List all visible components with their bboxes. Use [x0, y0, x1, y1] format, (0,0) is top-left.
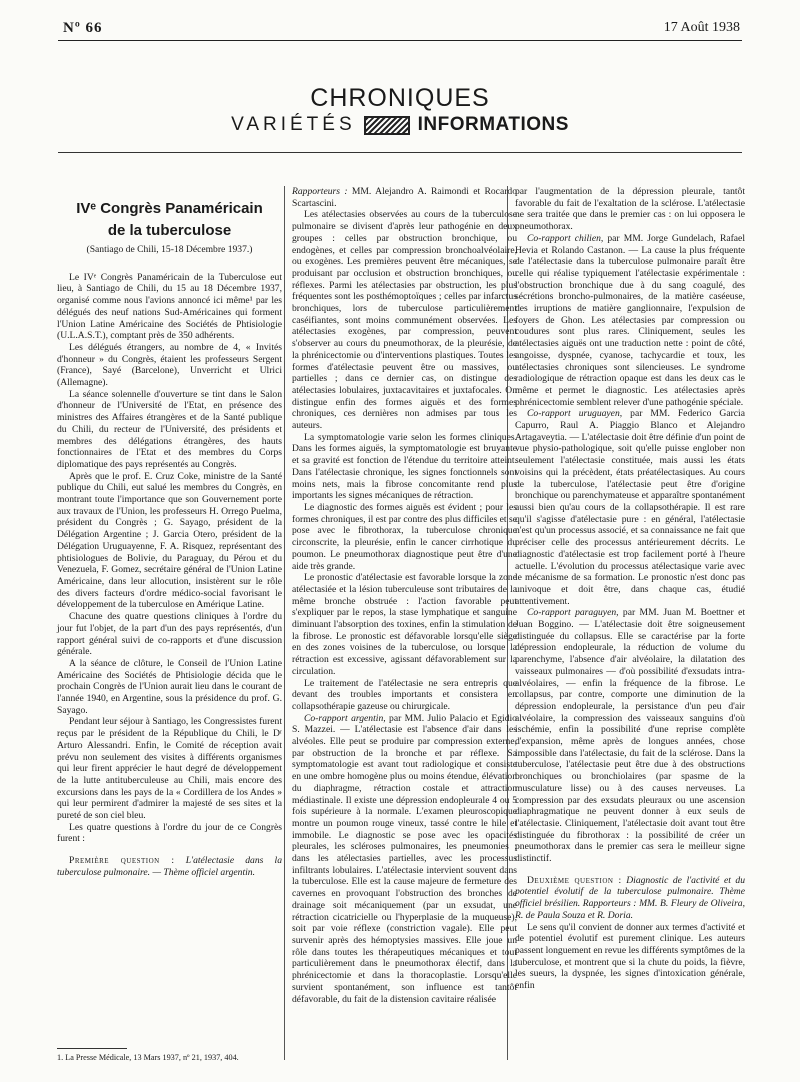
rapporteurs-label: Rapporteurs :: [292, 186, 348, 197]
paragraph: La séance solennelle d'ouverture se tint dans le Salon d'honneur de l'Université de l'Etat, en présence des ministres des Affaires étrangères et de la Santé publique du Chili, du recteur de l'Université, des présidents et membres des délégations étrangères, des hauts fonctionnaires de l'Etat et des membres du Corps diplomatique des pays représentés au Congrès.: [57, 388, 282, 470]
rapporteurs-names: MM. Alejandro A. Raimondi et Rocardo Scartascini.: [292, 186, 517, 209]
co-rapport-text: par MM. Federico Garcia Capurro, Raul A. Piaggio Blanco et Alejandro Artagaveytia. — L'atélectasie doit être définie d'un point de vue physio-pathologique, soit qu'elle puisse englober non seulement l'atélectasie constituée, mais aussi les états voisins qui la précèdent, états préatélectasiques. Au cours de la tuberculose, l'atélectasie peut être d'origine bronchique ou parenchymateuse et apparaître spontanément aussi bien qu'au cours de la collapsothérapie. Il est rare qu'il s'agisse d'atélectasie pure : en général, l'atélectasie n'est qu'un processus associé, et sa connaissance ne fait que préciser celle des processus antérieurement décrits. Le diagnostic d'atélectasie est trop facilement porté à l'heure actuelle. L'évolution du processus atélectasique varie avec le mécanisme de sa formation. Le pronostic n'est donc pas univoque et doit être, dans chaque cas, étudié attentivement.: [515, 408, 745, 607]
paragraph: Pendant leur séjour à Santiago, les Congressistes furent reçus par le président de la République du Chili, le Dʳ Arturo Alessandri. Enfin, le Comité de réception avait prévu non seulement des visites à différents organismes qui leur firent apprécier le haut degré de développement de la lutte antituberculeuse au Chili, mais encore des excursions dans les pays de la « Cordillera de los Andes » qui leur permirent d'admirer la majesté de ses sites et la pureté de son ciel bleu.: [57, 716, 282, 822]
co-rapport-label: Co-rapport argentin,: [304, 712, 386, 724]
co-rapport-label: Co-rapport chilien,: [527, 232, 604, 244]
co-rapport-text: par MM. Jorge Gundelach, Rafael Hevia et Rolando Castanon. — La cause la plus fréquente de l'atélectasie dans la tuberculose pulmonaire paraît être celle qui réalise typiquement l'atélectasie expérimentale : l'obstruction bronchique due à du sang coagulé, des sécrétions broncho-pulmonaires, de la matière caséeuse, des irruptions de matière ganglionnaire, l'expulsion de foyers de Ghon. Les atélectasies par compression ou coudures sont plus rares. Cliniquement, seules les atélectasies aiguës ont une traduction nette : point de côté, angoisse, dyspnée, cyanose, tachycardie et toux, les atélectasies chroniques sont silencieuses. Le syndrome radiologique de rétraction opaque est dans les deux cas le même et permet le diagnostic. Les atélectasies après phrénicectomie semblent relever d'une pathogénie spéciale.: [515, 232, 745, 408]
article-subheading: (Santiago de Chili, 15-18 Décembre 1937.): [86, 244, 253, 255]
masthead-rule: [58, 152, 742, 153]
co-rapport-label: Co-rapport uruguayen,: [527, 408, 623, 420]
co-rapport: [292, 713, 517, 1006]
column-2: [292, 186, 517, 1005]
issue-number: Nº 66: [63, 20, 103, 36]
paragraph: par l'augmentation de la dépression pleurale, tantôt favorable du fait de l'exaltation de la sclérose. L'atélectasie ne sera traitée que dans le premier cas : on lui opposera le pneumothorax.: [515, 186, 745, 233]
footnote-rule: [57, 1048, 127, 1049]
question-2: [515, 875, 745, 922]
paragraph: Les délégués étrangers, au nombre de 4, « Invités d'honneur » du Congrès, étaient les professeurs Sergent (France), Sayé (Barcelone), Unverricht et Ulrici (Allemagne).: [57, 341, 282, 389]
issue-date: 17 Août 1938: [663, 20, 740, 35]
column-divider: [284, 186, 285, 1060]
question-label: Deuxième question :: [527, 874, 622, 886]
paragraph: La symptomatologie varie selon les formes cliniques. Dans les formes aiguës, la symptomatologie est bruyante et sa gravité est fonction de l'étendue du territoire atteint. Dans l'atélectasie chronique, les signes fonctionnels sont moins nets, mais la fibrose concomitante rend plus importants les signes mécaniques de rétraction.: [292, 431, 517, 502]
paragraph: Les quatre questions à l'ordre du jour de ce Congrès furent :: [57, 821, 282, 845]
co-rapport-text: par MM. Julio Palacio et Egidio S. Mazzei. — L'atélectasie est l'absence d'air dans les alvéoles. Elle peut se produire par compression externe, par obstruction de la bronche et par réflexe. Sa symptomatologie est avant tout radiologique et consiste en une ombre homogène plus ou moins étendue, élévation du diaphragme, rétraction costale et attraction médiastinale. Il existe une dépression endopleurale 4 ou 5 fois supérieure à la normale. L'examen pleuroscopique montre un poumon rouge vineux, tassé contre le hile et immobile. Le diagnostic se pose avec les opacités pleurales, les scléroses pulmonaires, les pneumonies ; dans les atélectasies partielles, avec les processus infiltrants lobulaires. L'atélectasie intervient souvent dans la tuberculose. Elle est la cause majeure de fermeture des cavernes en provoquant l'obstruction des bronches de drainage soit mécaniquement (par un exsudat, une rétraction cicatricielle ou l'hyperplasie de la muqueuse), soit par voie réflexe (constriction vagale). Elle peut survenir après des hémoptysies massives. Elle joue un rôle dans toutes les thérapeutiques mécaniques et tout particulièrement dans le pneumothorax électif, dans la phrénicectomie et dans la thoracoplastie. Lorsqu'elle survient spontanément, son influence est tantôt défavorable, du fait de la distension cavitaire réalisée: [292, 712, 517, 1005]
paragraph: Le diagnostic des formes aiguës est évident ; pour les formes chroniques, il est par contre des plus difficiles et se pose avec le fibrothorax, la tuberculose chronique circonscrite, la pleurésie, enfin le cancer cirrhotique du poumon. Le pneumothorax diagnostique peut être d'une aide très grande.: [292, 501, 517, 572]
paragraph: Le pronostic d'atélectasie est favorable lorsque la zone atélectasiée et la lésion tuberculeuse sont tributaires de la même bronche obstruée : l'action favorable peut s'expliquer par le repos, la stase lymphatique et sanguine diminuant l'absorption des toxines, enfin la stimulation de la fibrose. Le pronostic est défavorable lorsqu'elle siège en des zones voisines de la tuberculose, ou lorsque la rétraction est excessive, agissant défavorablement sur la circulation.: [292, 572, 517, 677]
paragraph: Le sens qu'il convient de donner aux termes d'activité et de potentiel évolutif est purement clinique. Les auteurs passent longuement en revue les différents symptômes de la tuberculose, et montrent que si la chute du poids, la fièvre, les sueurs, la dyspnée, les signes d'intoxication générale, enfin: [515, 921, 746, 992]
question-1: [57, 855, 282, 878]
masthead-title: CHRONIQUES: [310, 84, 490, 112]
article-heading-line-2: de la tuberculose: [107, 222, 232, 239]
masthead-varietes: VARIÉTÉS: [231, 114, 356, 135]
top-rule: [58, 40, 742, 41]
footnote: 1. La Presse Médicale, 13 Mars 1937, nº 21, 1937, 404.: [57, 1053, 239, 1062]
co-rapport-label: Co-rapport paraguyen,: [527, 607, 619, 619]
paragraph: A la séance de clôture, le Conseil de l'Union Latine Américaine des Sociétés de Phtisiologie décida que le prochain Congrès de l'Union aurait lieu dans le courant de l'année 1940, en Argentine, sous la présidence du prof. G. Sayago.: [57, 657, 282, 716]
co-rapport: [515, 408, 745, 607]
masthead-subtitle: [0, 114, 800, 136]
paragraph: Chacune des quatre questions cliniques à l'ordre du jour fut l'objet, de la part d'un des pays représentés, d'un rapport général suivi de co-rapports et d'une discussion générale.: [57, 611, 282, 658]
column-3: [515, 186, 745, 992]
article-heading-line-1: IVᵉ Congrès Panaméricain: [76, 200, 263, 217]
question-text: L'atélectasie dans la tuberculose pulmonaire. — Thème officiel argentin.: [57, 855, 282, 878]
paragraph: Les atélectasies observées au cours de la tuberculose pulmonaire se divisent d'après leur pathogénie en deux groupes : celles par obstruction bronchique, ou endogènes, et celles par compression bronchoalvéolaire, ou exogènes. Les premières peuvent être mécaniques, se produisant par occlusion et obstruction bronchiques, ou réflexes. Parmi les atélectasies par obstruction, les plus fréquentes sont les posthémoptoïques ; celles par infarctus bronchiques, lors de tuberculose particulièrement caséifiantes, sont moins communément observées. Les atélectasies exogènes, par compression, peuvent s'observer au cours du pneumothorax, de la pleurésie, de la phrénicectomie ou d'interventions plastiques. Toutes les formes d'atélectasie peuvent être ou massives, ou partielles ; dans ce dernier cas, on distingue des atélectasies lobulaires, juxtacavitaires et juxtafocales. On distingue enfin des formes aiguës et des formes chroniques, ces dernières non admises par tous les auteurs.: [292, 209, 517, 432]
rapporteurs: [292, 186, 517, 209]
masthead-emblem-icon: [364, 116, 410, 135]
paragraph: Après que le prof. E. Cruz Coke, ministre de la Santé publique du Chili, eut salué les membres du Congrès, en montrant toute l'importance que son Gouvernement porte aux travaux de l'Union, les professeurs H. Orrego Puelma, président du Congrès ; G. Sayago, président de la Délégation Argentine ; J. Garcia Otero, président de la Délégation Uruguayenne, F. A. Risquez, représentant des phtisiologues de Bolivie, du Paraguay, du Pérou et du Venezuela, F. Gomez, secrétaire général de l'Union Latine Américaine, dans leur allocution, insistèrent sur le rôle des divers facteurs d'ordre médico-social favorisant le développement de la tuberculose en Amérique Latine.: [57, 470, 282, 611]
question-label: Première question :: [69, 855, 175, 867]
co-rapport-text: par MM. Juan M. Boettner et Juan Boggino. — L'atélectasie doit être soigneusement distinguée du collapsus. Elle se caractérise par la forte dépression endopleurale, la réduction de volume du parenchyme, l'absence d'air alvéolaire, la dilatation des vaisseaux pulmonaires — d'où possibilité d'exsudats intra-alvéolaires, — enfin la fréquence de la fibrose. Le collapsus, par contre, comporte une diminution de la dépression endopleurale, la persistance d'un peu d'air alvéolaire, la compression des vaisseaux sanguins d'où ischémie, enfin la possibilité d'une reprise complète d'expansion, même après de longues années, chose impossible dans l'atélectasie, du fait de la sclérose. Dans la tuberculose, l'atélectasie peut être due à des obstructions bronchiques ou bronchiolaires (par spasme de la musculature lisse) ou à des causes nerveuses. La compression par des exsudats pleuraux ou une ascension diaphragmatique ne peuvent donner à eux seuls de l'atélectasie. Cliniquement, l'atélectasie doit avant tout être distinguée du fibrothorax : la possibilité de créer un pneumothorax dans le premier cas sera le meilleur signe distinctif.: [515, 607, 745, 865]
paragraph: Le IVᵉ Congrès Panaméricain de la Tuberculose eut lieu, à Santiago de Chili, du 15 au 18 Décembre 1937, organisé comme nous l'avions annoncé ici même¹ par les délégués des neuf nations Sud-Américaines qui forment l'Union Latine Américaine des Sociétés de Phtisiologie (U.L.A.S.T.), comptant près de 350 adhérents.: [57, 271, 282, 342]
masthead-informations: INFORMATIONS: [417, 114, 569, 135]
column-1: [57, 200, 282, 879]
co-rapport: [515, 233, 745, 409]
paragraph: Le traitement de l'atélectasie ne sera entrepris que devant des troubles importants et consistera en collapsothérapie gazeuse ou chirurgicale.: [292, 677, 517, 712]
co-rapport: [515, 607, 745, 864]
question-text: Diagnostic de l'activité et du potentiel évolutif de la tuberculose pulmonaire. Thème officiel brésilien. Rapporteurs : MM. B. Fleury de Oliveira, R. de Paula Souza et R. Doria.: [515, 874, 745, 921]
